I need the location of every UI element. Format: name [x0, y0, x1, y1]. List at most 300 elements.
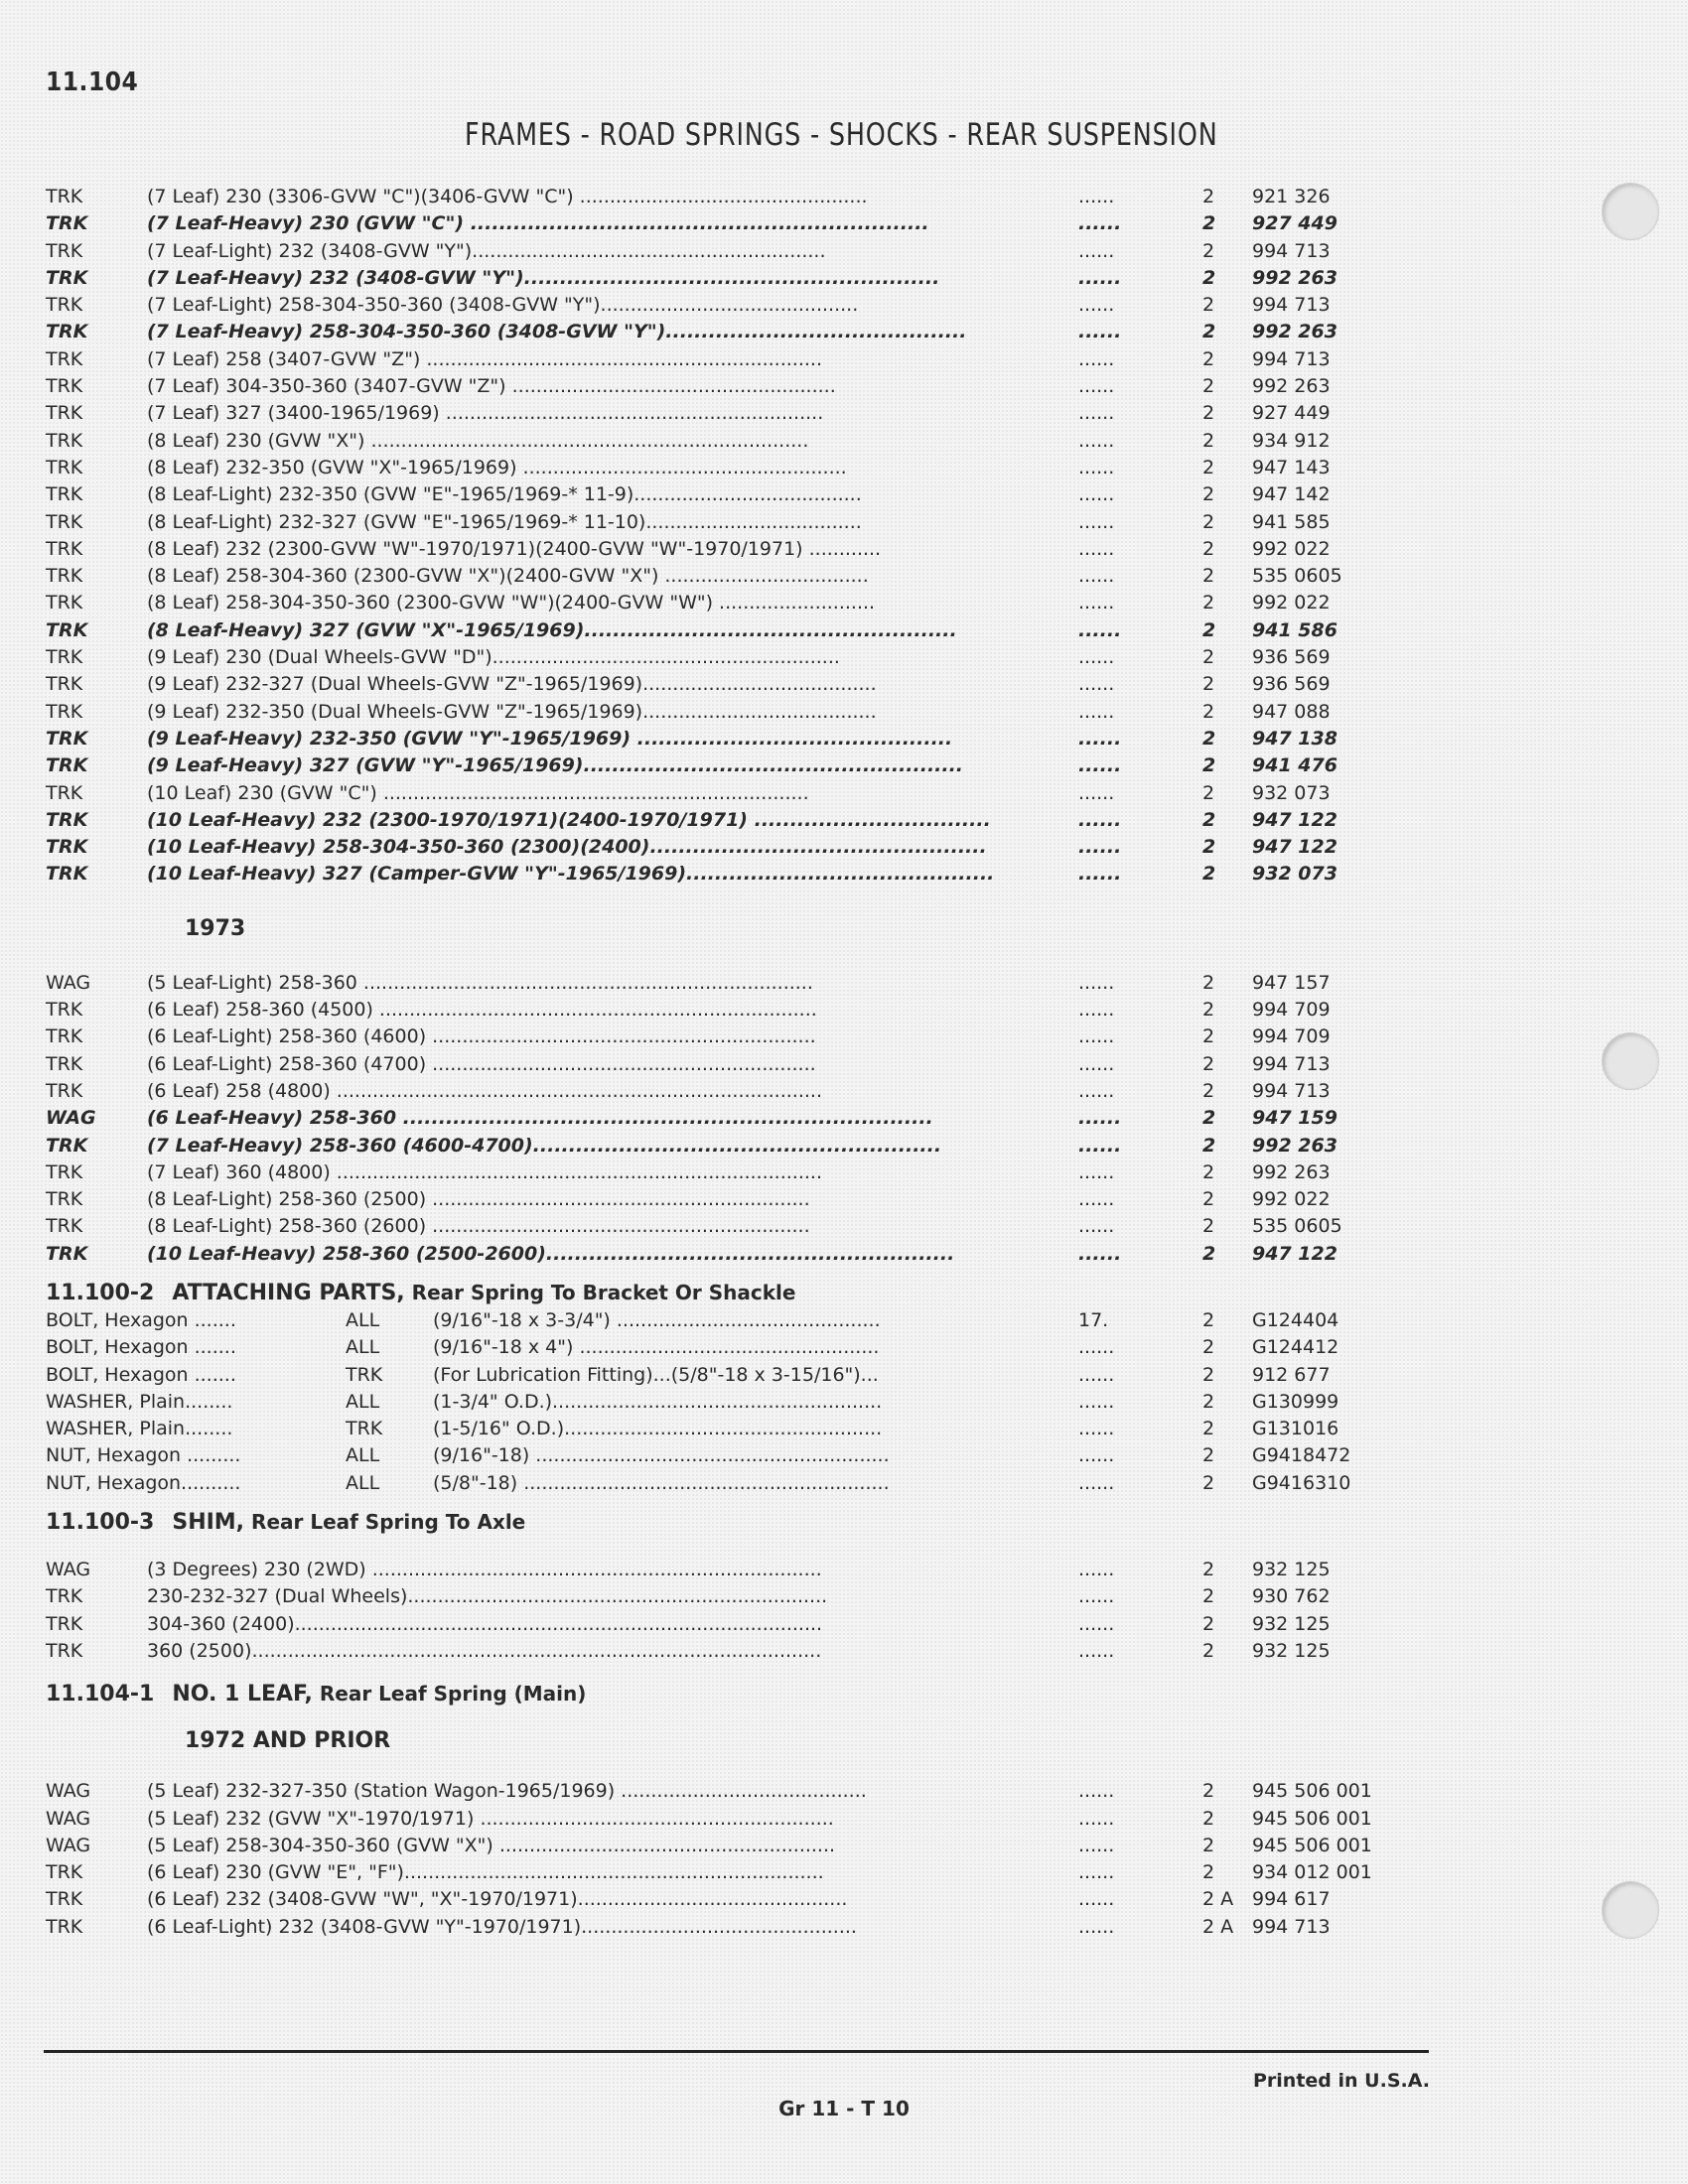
description: 230-232-327 (Dual Wheels)...................................................................... — [147, 1585, 828, 1608]
leader-dots: ...... — [1078, 347, 1115, 370]
table-row — [46, 509, 1436, 536]
table-row — [46, 1307, 1436, 1334]
leader-dots: ...... — [1078, 483, 1115, 506]
part-number: 947 122 — [1252, 1242, 1337, 1265]
table-row — [46, 1416, 1436, 1442]
quantity: 2 — [1202, 781, 1215, 804]
part-number: 945 506 001 — [1252, 1780, 1372, 1803]
vehicle-type: TRK — [46, 375, 83, 398]
quantity: 2 — [1202, 971, 1215, 994]
table-row — [46, 1051, 1436, 1078]
description: (8 Leaf) 258-304-350-360 (2300-GVW "W")(2400-GVW "W") .......................... — [147, 592, 876, 614]
table-row — [46, 861, 1436, 887]
section-attaching-parts — [46, 1278, 1436, 1307]
attaching-parts-list — [46, 1307, 1436, 1497]
leader-dots: ...... — [1078, 999, 1115, 1022]
part-number: 947 122 — [1252, 808, 1337, 831]
table-row — [46, 834, 1436, 861]
leader-dots: ...... — [1078, 1160, 1115, 1183]
description: (9 Leaf-Heavy) 232-350 (GVW "Y"-1965/1969) ............................................ — [147, 727, 953, 750]
table-row — [46, 752, 1436, 779]
table-row — [46, 1213, 1436, 1240]
reference: ...... — [1078, 1471, 1115, 1494]
application: TRK — [346, 1418, 383, 1440]
table-row — [46, 1638, 1436, 1665]
vehicle-type: TRK — [46, 456, 83, 478]
table-row — [46, 699, 1436, 726]
quantity: 2 — [1202, 347, 1215, 370]
description: (6 Leaf-Light) 258-360 (4700) ................................................................ — [147, 1052, 816, 1075]
table-row — [46, 1105, 1436, 1132]
page-title: FRAMES - ROAD SPRINGS - SHOCKS - REAR SUSPENSION — [465, 117, 1218, 153]
quantity: 2 — [1202, 754, 1216, 777]
description: (10 Leaf-Heavy) 232 (2300-1970/1971)(2400-1970/1971) ................................. — [147, 808, 991, 831]
description: (8 Leaf-Light) 258-360 (2600) ............................................................... — [147, 1215, 810, 1238]
table-row — [46, 807, 1436, 834]
table-row — [46, 1442, 1436, 1469]
part-number: 992 022 — [1252, 592, 1331, 614]
vehicle-type: TRK — [46, 1639, 83, 1662]
vehicle-type: TRK — [46, 1134, 88, 1157]
table-row — [46, 210, 1436, 237]
description: (8 Leaf-Light) 232-327 (GVW "E"-1965/1969-* 11-10).................................... — [147, 510, 862, 533]
vehicle-type: WAG — [46, 1807, 91, 1830]
specification: (9/16"-18 x 3-3/4") ............................................ — [433, 1308, 881, 1331]
leader-dots: ...... — [1078, 212, 1122, 235]
quantity: 2 — [1202, 1444, 1215, 1467]
section-name: ATTACHING PARTS, — [172, 1280, 405, 1305]
table-row — [46, 970, 1436, 997]
quantity: 2 — [1202, 1585, 1215, 1608]
reference: 17. — [1078, 1308, 1109, 1331]
description: (5 Leaf) 258-304-350-360 (GVW "X") ........................................................ — [147, 1834, 836, 1856]
quantity: 2 — [1202, 618, 1216, 641]
table-row — [46, 1389, 1436, 1416]
part-number: 994 713 — [1252, 1915, 1331, 1938]
quantity: 2 — [1202, 727, 1216, 750]
part-number: 992 263 — [1252, 321, 1337, 343]
quantity: 2 — [1202, 294, 1215, 317]
reference: ...... — [1078, 1390, 1115, 1413]
vehicle-type: TRK — [46, 565, 83, 588]
part-number: 936 569 — [1252, 673, 1331, 696]
vehicle-type: TRK — [46, 700, 83, 723]
description: (6 Leaf) 258-360 (4500) ......................................................................... — [147, 999, 817, 1022]
description: (6 Leaf) 258 (4800) ................................................................................. — [147, 1079, 822, 1102]
table-row — [46, 1133, 1436, 1160]
quantity: 2 — [1202, 1807, 1215, 1830]
leader-dots: ...... — [1078, 727, 1122, 750]
vehicle-type: TRK — [46, 1052, 83, 1075]
leader-dots: ...... — [1078, 1585, 1115, 1608]
vehicle-type: TRK — [46, 592, 83, 614]
table-row — [46, 1557, 1436, 1583]
part-number: 992 022 — [1252, 1188, 1331, 1211]
table-row — [46, 997, 1436, 1024]
reference: ...... — [1078, 1336, 1115, 1359]
quantity: 2 — [1202, 1780, 1215, 1803]
part-number: 994 713 — [1252, 1052, 1331, 1075]
table-row — [46, 184, 1436, 210]
description: (9 Leaf) 232-350 (Dual Wheels-GVW "Z"-1965/1969)....................................... — [147, 700, 877, 723]
description: (7 Leaf-Heavy) 232 (3408-GVW "Y").......................................................... — [147, 266, 940, 289]
table-row — [46, 590, 1436, 616]
section-number: 11.100-3 — [46, 1510, 155, 1536]
table-row — [46, 265, 1436, 292]
leader-dots: ...... — [1078, 700, 1115, 723]
section-desc: Rear Leaf Spring (Main) — [319, 1682, 587, 1706]
quantity: 2 — [1202, 483, 1215, 506]
description: (7 Leaf-Light) 232 (3408-GVW "Y")........................................................... — [147, 239, 826, 262]
leader-dots: ...... — [1078, 808, 1122, 831]
vehicle-type: TRK — [46, 321, 88, 343]
part-number: G9418472 — [1252, 1444, 1351, 1467]
vehicle-type: TRK — [46, 727, 88, 750]
part-number: 932 125 — [1252, 1612, 1331, 1635]
part-number: 947 138 — [1252, 727, 1337, 750]
table-row — [46, 1470, 1436, 1497]
leader-dots: ...... — [1078, 402, 1115, 425]
part-name: NUT, Hexagon.......... — [46, 1471, 241, 1494]
vehicle-type: TRK — [46, 510, 83, 533]
part-number: G9416310 — [1252, 1471, 1351, 1494]
part-number: 932 125 — [1252, 1639, 1331, 1662]
quantity: 2 — [1202, 1052, 1215, 1075]
spring-group-prior — [46, 184, 1436, 888]
quantity: 2 — [1202, 1418, 1215, 1440]
part-name: WASHER, Plain........ — [46, 1418, 233, 1440]
binder-hole-top — [1602, 183, 1659, 240]
leader-dots: ...... — [1078, 836, 1122, 859]
leader-dots: ...... — [1078, 1215, 1115, 1238]
reference: ...... — [1078, 1444, 1115, 1467]
table-row — [46, 563, 1436, 590]
quantity: 2 — [1202, 429, 1215, 452]
part-number: 945 506 001 — [1252, 1834, 1372, 1856]
vehicle-type: TRK — [46, 646, 83, 669]
leader-dots: ...... — [1078, 1134, 1122, 1157]
quantity: 2 — [1202, 1639, 1215, 1662]
quantity: 2 A — [1202, 1915, 1234, 1938]
leader-dots: ...... — [1078, 1807, 1115, 1830]
leader-dots: ...... — [1078, 1888, 1115, 1911]
vehicle-type: TRK — [46, 212, 88, 235]
table-row — [46, 1186, 1436, 1213]
leader-dots: ...... — [1078, 1915, 1115, 1938]
quantity: 2 — [1202, 239, 1215, 262]
description: (6 Leaf) 230 (GVW "E", "F")...................................................................... — [147, 1861, 824, 1884]
table-row — [46, 1611, 1436, 1638]
part-number: 992 263 — [1252, 1160, 1331, 1183]
part-number: 947 159 — [1252, 1107, 1337, 1130]
leader-dots: ...... — [1078, 456, 1115, 478]
quantity: 2 — [1202, 537, 1215, 560]
table-row — [46, 1241, 1436, 1268]
leader-dots: ...... — [1078, 565, 1115, 588]
table-row — [46, 536, 1436, 563]
description: (10 Leaf-Heavy) 258-304-350-360 (2300)(2400)............................................... — [147, 836, 987, 859]
leader-dots: ...... — [1078, 429, 1115, 452]
vehicle-type: TRK — [46, 1585, 83, 1608]
part-number: 535 0605 — [1252, 565, 1342, 588]
part-number: 994 709 — [1252, 1025, 1331, 1048]
leader-dots: ...... — [1078, 294, 1115, 317]
specification: (9/16"-18 x 4") .................................................. — [433, 1336, 880, 1359]
part-name: NUT, Hexagon ......... — [46, 1444, 241, 1467]
vehicle-type: WAG — [46, 971, 91, 994]
part-number: 934 912 — [1252, 429, 1331, 452]
part-number: 992 263 — [1252, 1134, 1337, 1157]
vehicle-type: TRK — [46, 537, 83, 560]
specification: (9/16"-18) ........................................................... — [433, 1444, 890, 1467]
part-number: 947 143 — [1252, 456, 1331, 478]
vehicle-type: TRK — [46, 429, 83, 452]
vehicle-type: TRK — [46, 836, 88, 859]
table-row — [46, 1914, 1436, 1941]
specification: (1-5/16" O.D.)..................................................... — [433, 1418, 883, 1440]
description: (10 Leaf-Heavy) 258-360 (2500-2600)......................................................... — [147, 1242, 955, 1265]
vehicle-type: TRK — [46, 1612, 83, 1635]
table-row — [46, 1334, 1436, 1361]
leader-dots: ...... — [1078, 1834, 1115, 1856]
quantity: 2 — [1202, 510, 1215, 533]
description: (7 Leaf-Heavy) 258-304-350-360 (3408-GVW "Y").......................................... — [147, 321, 967, 343]
application: ALL — [346, 1390, 380, 1413]
application: ALL — [346, 1336, 380, 1359]
vehicle-type: TRK — [46, 754, 88, 777]
table-row — [46, 726, 1436, 752]
vehicle-type: TRK — [46, 1888, 83, 1911]
section-name: NO. 1 LEAF, — [172, 1682, 313, 1707]
vehicle-type: TRK — [46, 1160, 83, 1183]
description: (9 Leaf) 230 (Dual Wheels-GVW "D").......................................................... — [147, 646, 840, 669]
quantity: 2 — [1202, 186, 1215, 207]
part-number: G131016 — [1252, 1418, 1339, 1440]
vehicle-type: TRK — [46, 1861, 83, 1884]
vehicle-type: WAG — [46, 1107, 96, 1130]
table-row — [46, 780, 1436, 807]
table-row — [46, 455, 1436, 481]
vehicle-type: TRK — [46, 347, 83, 370]
part-name: WASHER, Plain........ — [46, 1390, 233, 1413]
description: (5 Leaf) 232 (GVW "X"-1970/1971) ........................................................... — [147, 1807, 834, 1830]
table-row — [46, 617, 1436, 644]
part-number: 927 449 — [1252, 212, 1337, 235]
description: (7 Leaf-Heavy) 230 (GVW "C") ................................................................ — [147, 212, 929, 235]
part-number: 941 586 — [1252, 618, 1337, 641]
table-row — [46, 428, 1436, 455]
table-row — [46, 346, 1436, 373]
leader-dots: ...... — [1078, 510, 1115, 533]
quantity: 2 — [1202, 1834, 1215, 1856]
quantity: 2 A — [1202, 1888, 1234, 1911]
description: (9 Leaf-Heavy) 327 (GVW "Y"-1965/1969)..................................................... — [147, 754, 964, 777]
specification: (5/8"-18) ............................................................. — [433, 1471, 890, 1494]
leader-dots: ...... — [1078, 592, 1115, 614]
page-footer: Gr 11 - T 10 — [778, 2097, 910, 2120]
description: (8 Leaf) 232 (2300-GVW "W"-1970/1971)(2400-GVW "W"-1970/1971) ............ — [147, 537, 882, 560]
application: ALL — [346, 1308, 380, 1331]
leader-dots: ...... — [1078, 266, 1122, 289]
table-row — [46, 1024, 1436, 1050]
quantity: 2 — [1202, 1308, 1215, 1331]
quantity: 2 — [1202, 1336, 1215, 1359]
quantity: 2 — [1202, 700, 1215, 723]
section-number: 11.104-1 — [46, 1682, 155, 1707]
vehicle-type: TRK — [46, 186, 83, 207]
footer-rule — [44, 2050, 1429, 2053]
reference: ...... — [1078, 1363, 1115, 1386]
quantity: 2 — [1202, 1160, 1215, 1183]
leader-dots: ...... — [1078, 186, 1115, 207]
quantity: 2 — [1202, 863, 1216, 886]
printed-in-usa: Printed in U.S.A. — [1253, 2070, 1430, 2092]
section-desc: Rear Leaf Spring To Axle — [251, 1510, 526, 1535]
part-number: 947 157 — [1252, 971, 1331, 994]
table-row — [46, 1078, 1436, 1105]
leader-dots: ...... — [1078, 1025, 1115, 1048]
quantity: 2 — [1202, 321, 1216, 343]
table-row — [46, 1362, 1436, 1389]
application: TRK — [346, 1363, 383, 1386]
specification: (For Lubrication Fitting)...(5/8"-18 x 3-15/16")... — [433, 1363, 879, 1386]
part-number: 947 088 — [1252, 700, 1331, 723]
table-row — [46, 319, 1436, 345]
quantity: 2 — [1202, 1134, 1216, 1157]
leader-dots: ...... — [1078, 781, 1115, 804]
subhead-1973: 1973 — [185, 915, 246, 941]
no1-leaf-list — [46, 1778, 1436, 1941]
description: (6 Leaf-Light) 258-360 (4600) ................................................................ — [147, 1025, 816, 1048]
part-number: 947 122 — [1252, 836, 1337, 859]
quantity: 2 — [1202, 1471, 1215, 1494]
part-number: G124404 — [1252, 1308, 1339, 1331]
description: (7 Leaf) 304-350-360 (3407-GVW "Z") ...................................................... — [147, 375, 836, 398]
description: (7 Leaf) 258 (3407-GVW "Z") .................................................................. — [147, 347, 822, 370]
table-row — [46, 1583, 1436, 1610]
quantity: 2 — [1202, 1025, 1215, 1048]
part-name: BOLT, Hexagon ....... — [46, 1336, 236, 1359]
quantity: 2 — [1202, 1559, 1215, 1581]
part-number: 947 142 — [1252, 483, 1331, 506]
quantity: 2 — [1202, 565, 1215, 588]
description: (7 Leaf) 327 (3400-1965/1969) ............................................................... — [147, 402, 824, 425]
leader-dots: ...... — [1078, 239, 1115, 262]
leader-dots: ...... — [1078, 1639, 1115, 1662]
vehicle-type: TRK — [46, 483, 83, 506]
table-row — [46, 400, 1436, 427]
vehicle-type: TRK — [46, 1215, 83, 1238]
table-row — [46, 1886, 1436, 1913]
description: (10 Leaf) 230 (GVW "C") ....................................................................... — [147, 781, 809, 804]
part-number: 945 506 001 — [1252, 1807, 1372, 1830]
leader-dots: ...... — [1078, 646, 1115, 669]
parts-list — [46, 184, 1436, 1941]
part-number: 994 713 — [1252, 347, 1331, 370]
description: 304-360 (2400)........................................................................................ — [147, 1612, 823, 1635]
part-number: 994 713 — [1252, 1079, 1331, 1102]
quantity: 2 — [1202, 1390, 1215, 1413]
leader-dots: ...... — [1078, 618, 1122, 641]
leader-dots: ...... — [1078, 1780, 1115, 1803]
vehicle-type: TRK — [46, 266, 88, 289]
part-number: 992 263 — [1252, 266, 1337, 289]
shim-list — [46, 1557, 1436, 1665]
vehicle-type: TRK — [46, 673, 83, 696]
table-row — [46, 644, 1436, 671]
binder-hole-middle — [1602, 1032, 1659, 1090]
leader-dots: ...... — [1078, 673, 1115, 696]
table-row — [46, 1778, 1436, 1805]
quantity: 2 — [1202, 592, 1215, 614]
leader-dots: ...... — [1078, 1861, 1115, 1884]
description: (6 Leaf) 232 (3408-GVW "W", "X"-1970/1971)............................................. — [147, 1888, 848, 1911]
vehicle-type: TRK — [46, 1242, 88, 1265]
quantity: 2 — [1202, 266, 1216, 289]
part-number: 930 762 — [1252, 1585, 1331, 1608]
table-row — [46, 373, 1436, 400]
leader-dots: ...... — [1078, 1242, 1122, 1265]
part-number: 535 0605 — [1252, 1215, 1342, 1238]
quantity: 2 — [1202, 212, 1216, 235]
vehicle-type: TRK — [46, 618, 88, 641]
vehicle-type: TRK — [46, 239, 83, 262]
leader-dots: ...... — [1078, 754, 1122, 777]
description: (8 Leaf) 230 (GVW "X") ......................................................................... — [147, 429, 809, 452]
quantity: 2 — [1202, 1363, 1215, 1386]
section-no1-leaf — [46, 1679, 1436, 1708]
application: ALL — [346, 1471, 380, 1494]
quantity: 2 — [1202, 673, 1215, 696]
vehicle-type: TRK — [46, 1915, 83, 1938]
quantity: 2 — [1202, 1107, 1216, 1130]
vehicle-type: TRK — [46, 781, 83, 804]
table-row — [46, 1859, 1436, 1886]
part-number: 941 476 — [1252, 754, 1337, 777]
leader-dots: ...... — [1078, 1559, 1115, 1581]
description: 360 (2500)............................................................................................... — [147, 1639, 822, 1662]
vehicle-type: TRK — [46, 863, 88, 886]
quantity: 2 — [1202, 1612, 1215, 1635]
part-number: 992 022 — [1252, 537, 1331, 560]
section-name: SHIM, — [172, 1510, 245, 1536]
leader-dots: ...... — [1078, 537, 1115, 560]
vehicle-type: TRK — [46, 402, 83, 425]
description: (6 Leaf-Light) 232 (3408-GVW "Y"-1970/1971).............................................. — [147, 1915, 857, 1938]
part-number: G130999 — [1252, 1390, 1339, 1413]
part-number: 934 012 001 — [1252, 1861, 1372, 1884]
quantity: 2 — [1202, 836, 1216, 859]
leader-dots: ...... — [1078, 375, 1115, 398]
description: (3 Degrees) 230 (2WD) ........................................................................... — [147, 1559, 822, 1581]
vehicle-type: TRK — [46, 1025, 83, 1048]
vehicle-type: TRK — [46, 808, 88, 831]
application: ALL — [346, 1444, 380, 1467]
section-shim — [46, 1507, 1436, 1537]
leader-dots: ...... — [1078, 971, 1115, 994]
quantity: 2 — [1202, 456, 1215, 478]
table-row — [46, 1833, 1436, 1859]
description: (8 Leaf-Heavy) 327 (GVW "X"-1965/1969).................................................... — [147, 618, 957, 641]
description: (8 Leaf-Light) 232-350 (GVW "E"-1965/1969-* 11-9)...................................... — [147, 483, 862, 506]
quantity: 2 — [1202, 402, 1215, 425]
part-number: 992 263 — [1252, 375, 1331, 398]
part-number: 994 713 — [1252, 294, 1331, 317]
vehicle-type: WAG — [46, 1780, 91, 1803]
reference: ...... — [1078, 1418, 1115, 1440]
vehicle-type: TRK — [46, 294, 83, 317]
description: (7 Leaf) 230 (3306-GVW "C")(3406-GVW "C") ................................................ — [147, 186, 868, 207]
